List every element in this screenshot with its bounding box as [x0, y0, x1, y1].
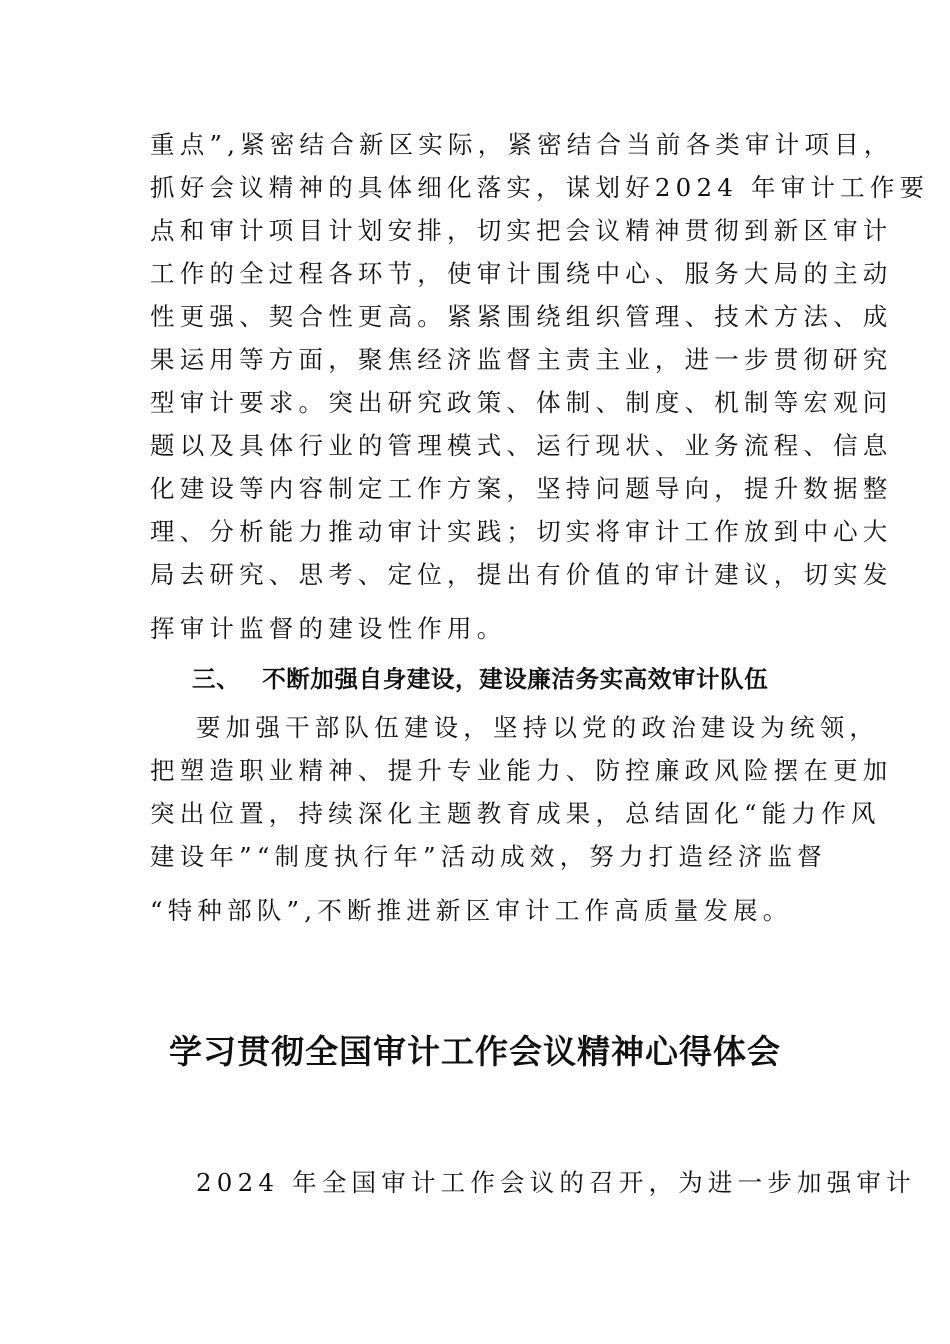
paragraph-line: 题以及具体行业的管理模式、运行现状、业务流程、信息 [150, 431, 893, 460]
section-heading [192, 664, 768, 694]
paragraph-line: 果运用等方面，聚焦经济监督主责主业，进一步贯彻研究 [150, 345, 893, 374]
section-heading-text: 不断加强自身建设，建设廉洁务实高效审计队伍 [262, 665, 769, 693]
paragraph-line: 建设年”“制度执行年”活动成效，努力打造经济监督 [150, 842, 827, 871]
paragraph-line: 突出位置，持续深化主题教育成果，总结固化“能力作风 [150, 799, 881, 828]
paragraph-line: 重点”,紧密结合新区实际，紧密结合当前各类审计项目， [150, 130, 894, 159]
paragraph-line: 要加强干部队伍建设，坚持以党的政治建设为统领， [196, 713, 880, 742]
paragraph-line: 工作的全过程各环节，使审计围绕中心、服务大局的主动 [150, 259, 893, 288]
paragraph-line: 局去研究、思考、定位，提出有价值的审计建议，切实发 [150, 560, 893, 589]
paragraph-line: 点和审计项目计划安排，切实把会议精神贯彻到新区审计 [150, 216, 893, 245]
paragraph-line: 性更强、契合性更高。紧紧围绕组织管理、技术方法、成 [150, 302, 893, 331]
paragraph-line: 化建设等内容制定工作方案，坚持问题导向，提升数据整 [150, 474, 893, 503]
paragraph-line: 理、分析能力推动审计实践；切实将审计工作放到中心大 [150, 517, 893, 546]
paragraph-line: 挥审计监督的建设性作用。 [150, 614, 507, 643]
paragraph-line: 型审计要求。突出研究政策、体制、制度、机制等宏观问 [150, 388, 893, 417]
section-number: 三、 [192, 665, 241, 693]
article-title: 学习贯彻全国审计工作会议精神心得体会 [169, 1032, 781, 1071]
paragraph-line: “特种部队”,不断推进新区审计工作高质量发展。 [150, 896, 793, 925]
paragraph-line: 抓好会议精神的具体细化落实，谋划好2024 年审计工作要 [150, 173, 930, 202]
paragraph-line: 把塑造职业精神、提升专业能力、防控廉政风险摆在更加 [150, 756, 893, 785]
article-first-line: 2024 年全国审计工作会议的召开，为进一步加强审计 [196, 1168, 916, 1197]
